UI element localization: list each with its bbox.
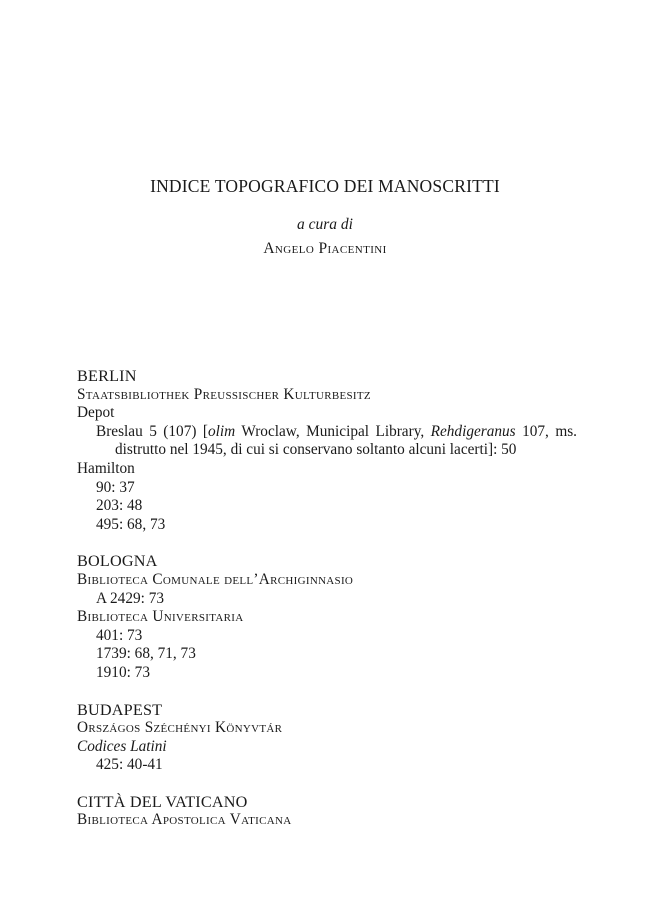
shelfmark-entry: 495: 68, 73 — [96, 515, 166, 533]
city-block — [77, 793, 577, 830]
italic-term: Rehdigeranus — [430, 422, 516, 440]
shelfmark-entry: 1739: 68, 71, 73 — [96, 645, 196, 663]
library-name: Biblioteca Comunale dell’Archiginnasio — [77, 570, 354, 588]
city-heading: BERLIN — [77, 367, 137, 385]
fund-name: Codices Latini — [77, 737, 167, 755]
shelfmark-entry: 425: 40-41 — [96, 756, 163, 774]
entry-text: Wroclaw, Municipal Library, — [235, 422, 431, 440]
library-name: Országos Széchényi Könyvtár — [77, 719, 283, 737]
shelfmark-entry: 401: 73 — [96, 626, 143, 644]
topographic-index — [77, 367, 577, 830]
fund-name: Hamilton — [77, 459, 135, 477]
curator-label: a cura di — [297, 216, 353, 233]
city-heading: BUDAPEST — [77, 700, 163, 719]
shelfmark-entry: 203: 48 — [96, 497, 143, 515]
library-name: Biblioteca Universitaria — [77, 608, 244, 626]
shelfmark-entry: 90: 37 — [96, 478, 135, 496]
fund-name: Depot — [77, 404, 115, 422]
city-heading: CITTÀ DEL VATICANO — [77, 792, 248, 811]
shelfmark-entry: A 2429: 73 — [96, 589, 164, 607]
city-heading: BOLOGNA — [77, 552, 158, 571]
library-name: Staatsbibliothek Preussischer Kulturbesitz — [77, 385, 371, 403]
shelfmark-entry — [96, 423, 577, 460]
entry-text: Breslau 5 (107) [ — [96, 422, 208, 440]
index-title: INDICE TOPOGRAFICO DEI MANOSCRITTI — [150, 176, 500, 196]
curator-name: Angelo Piacentini — [263, 240, 387, 257]
city-block — [77, 701, 577, 775]
entry-text: 107, ms. distrutto nel 1945, di cui si conservano soltanto alcuni lacerti]: 50 — [115, 422, 577, 459]
city-block — [77, 367, 577, 534]
city-block — [77, 552, 577, 682]
italic-term: olim — [208, 422, 236, 440]
shelfmark-entry: 1910: 73 — [96, 663, 150, 681]
library-name: Biblioteca Apostolica Vaticana — [77, 811, 292, 829]
